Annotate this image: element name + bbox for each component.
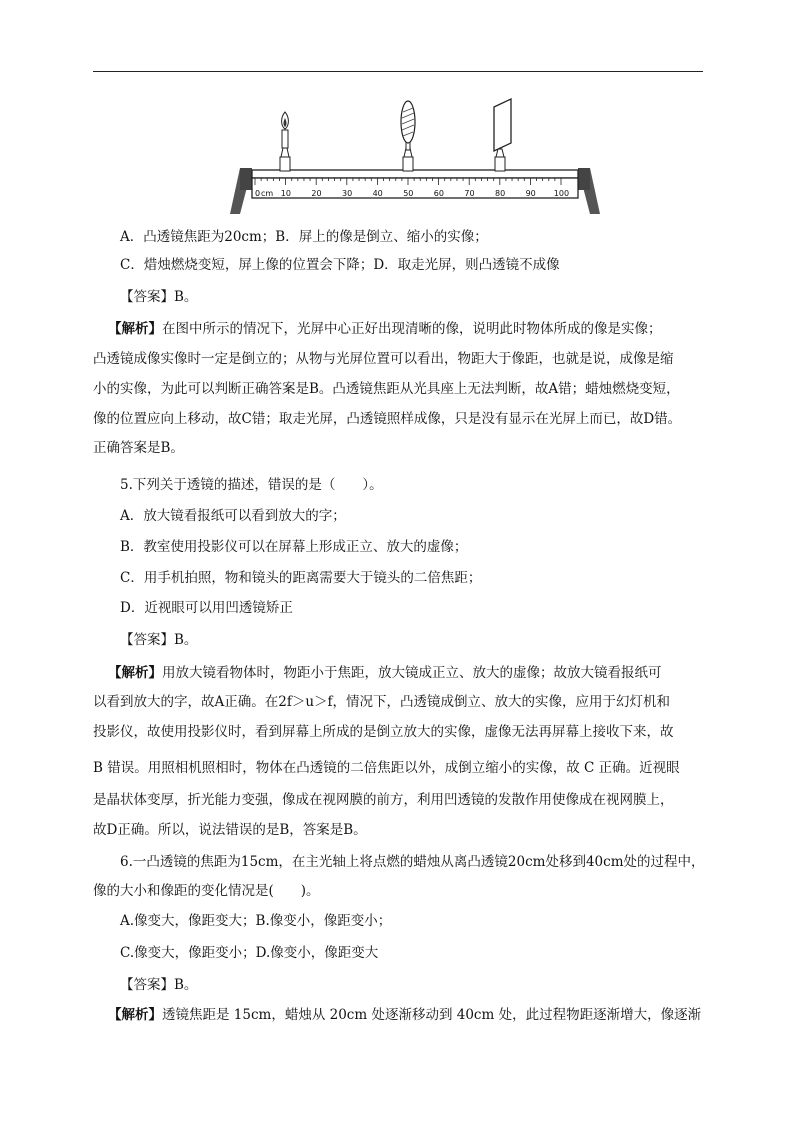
scale-tick-label: 50 bbox=[403, 189, 414, 198]
lens-holder-base bbox=[403, 157, 413, 171]
analysis-tag: 【解析】 bbox=[108, 1007, 162, 1023]
q4-analysis-line4: 像的位置应向上移动，故C错；取走光屏，凸透镜照样成像，只是没有显示在光屏上而已，故D错。 bbox=[93, 411, 682, 427]
q6-options-line1: A.像变大，像距变大；B.像变小，像距变小； bbox=[120, 913, 392, 929]
q5-option-c: C．用手机拍照，物和镜头的距离需要大于镜头的二倍焦距； bbox=[120, 570, 482, 586]
q5-analysis-text1: 用放大镜看物体时，物距小于焦距，放大镜成正立、放大的虚像；故放大镜看报纸可 bbox=[162, 665, 662, 681]
q4-analysis-line2: 凸透镜成像实像时一定是倒立的；从物与光屏位置可以看出，物距大于像距，也就是说，成像是缩 bbox=[93, 351, 674, 367]
scale-tick-label: 80 bbox=[495, 189, 506, 198]
q5-analysis-line4: B 错误。用照相机照相时，物体在凸透镜的二倍焦距以外，成倒立缩小的实像，故 C 正确。近视眼 bbox=[93, 760, 680, 776]
scale-tick-label: 10 bbox=[280, 189, 291, 198]
q5-analysis-line3: 投影仪，故使用投影仪时，看到屏幕上所成的是倒立放大的实像，虚像无法再屏幕上接收下来，故 bbox=[93, 724, 674, 740]
header-rule bbox=[93, 71, 703, 72]
q5-option-a: A．放大镜看报纸可以看到放大的字； bbox=[120, 508, 346, 524]
candle-holder-cone bbox=[281, 148, 289, 157]
q4-options-line1: A．凸透镜焦距为20cm；B．屏上的像是倒立、缩小的实像； bbox=[120, 229, 488, 245]
scale-tick-label: 20 bbox=[311, 189, 322, 198]
scale-tick-label: 70 bbox=[464, 189, 475, 198]
screen-holder-base bbox=[495, 157, 505, 171]
right-end-block bbox=[578, 168, 590, 190]
candle-holder-base bbox=[280, 157, 290, 171]
light-screen bbox=[494, 99, 511, 171]
scale-tick-label: 90 bbox=[525, 189, 536, 198]
candle bbox=[280, 112, 290, 171]
q5-option-b: B．教室使用投影仪可以在屏幕上形成正立、放大的虚像； bbox=[120, 539, 468, 555]
q6-stem-line2: 像的大小和像距的变化情况是( )。 bbox=[93, 883, 320, 899]
convex-lens bbox=[401, 101, 415, 171]
q5-option-d: D．近视眼可以用凹透镜矫正 bbox=[120, 600, 293, 616]
scale-tick-label-zero: 0 bbox=[255, 189, 261, 198]
q5-answer: 【答案】B。 bbox=[120, 632, 198, 648]
lens-icon bbox=[401, 101, 415, 143]
q5-stem: 5.下列关于透镜的描述，错误的是（ ）。 bbox=[120, 477, 383, 493]
q6-stem-line1: 6.一凸透镜的焦距为15cm，在主光轴上将点燃的蜡烛从离凸透镜20cm处移到40cm处的过程中， bbox=[120, 854, 705, 870]
scale-tick-label: 60 bbox=[433, 189, 444, 198]
left-end-block bbox=[240, 168, 252, 190]
unit-label: cm bbox=[261, 189, 274, 198]
q4-analysis-line5: 正确答案是B。 bbox=[93, 440, 184, 456]
q5-analysis-line6: 故D正确。所以，说法错误的是B，答案是B。 bbox=[93, 822, 367, 838]
candle-body bbox=[282, 130, 288, 148]
q5-analysis-line2: 以看到放大的字，故A正确。在2f＞u＞f，情况下，凸透镜成倒立、放大的实像，应用于幻灯机和 bbox=[93, 694, 671, 710]
q6-answer: 【答案】B。 bbox=[120, 977, 198, 993]
q4-analysis-line3: 小的实像，为此可以判断正确答案是B。凸透镜焦距从光具座上无法判断，故A错；蜡烛燃烧变短， bbox=[93, 381, 680, 397]
q5-analysis-line5: 是晶状体变厚，折光能力变强，像成在视网膜的前方，利用凹透镜的发散作用使像成在视网膜上， bbox=[93, 792, 674, 808]
scale-tick-label: 30 bbox=[342, 189, 353, 198]
bench-rail bbox=[252, 170, 578, 178]
analysis-tag: 【解析】 bbox=[108, 321, 162, 337]
scale-tick-label: 100 bbox=[553, 189, 570, 198]
screen-panel-icon bbox=[494, 99, 511, 151]
q4-answer: 【答案】B。 bbox=[120, 289, 198, 305]
q6-options-line2: C.像变大，像距变小；D.像变小，像距变大 bbox=[120, 945, 379, 961]
q5-analysis-line1 bbox=[0, 663, 794, 683]
q4-analysis-text1: 在图中所示的情况下，光屏中心正好出现清晰的像，说明此时物体所成的像是实像； bbox=[162, 321, 662, 337]
q4-analysis-line1 bbox=[0, 319, 794, 339]
q6-analysis-text1: 透镜焦距是 15cm，蜡烛从 20cm 处逐渐移动到 40cm 处，此过程物距逐渐增大，像逐渐 bbox=[162, 1007, 702, 1023]
scale-tick-label: 40 bbox=[372, 189, 383, 198]
analysis-tag: 【解析】 bbox=[108, 665, 162, 681]
q6-analysis-line1 bbox=[0, 1005, 794, 1025]
q4-options-line2: C．焟烛燃烧变短，屏上像的位置会下降；D．取走光屏，则凸透镜不成像 bbox=[120, 257, 560, 273]
optical-bench-figure bbox=[230, 98, 600, 216]
